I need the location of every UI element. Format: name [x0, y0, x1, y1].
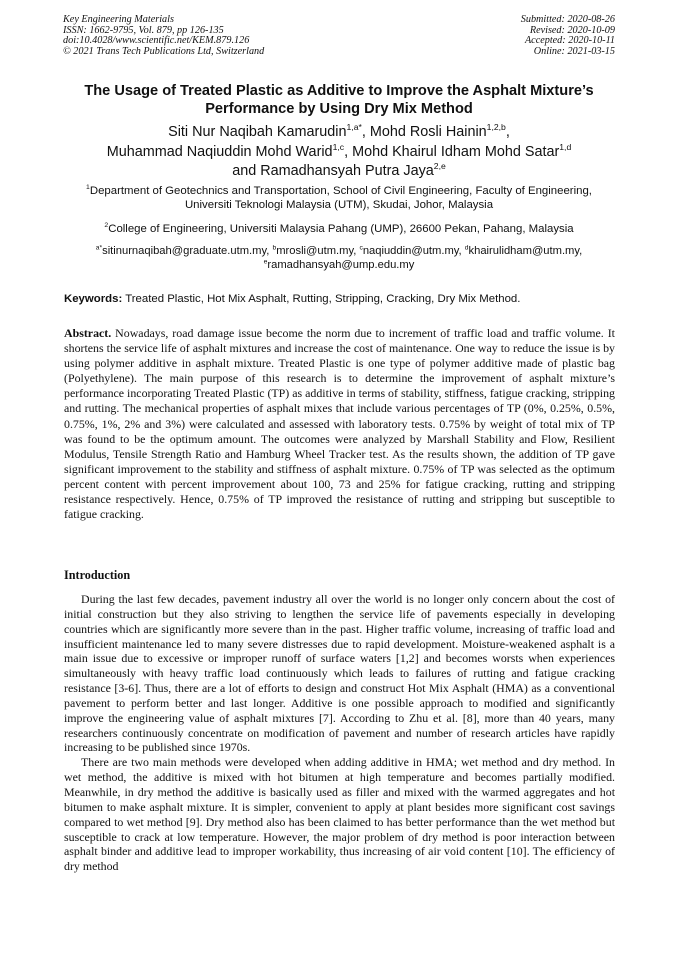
- author: and Ramadhansyah Putra Jaya$^{2,e}$: [232, 161, 446, 179]
- paper-title: The Usage of Treated Plastic as Additive to Improve the Asphalt Mixture’s Performance by Using Dry Mix Method: [84, 83, 594, 117]
- submitted-date: Submitted: 2020-08-26: [520, 14, 615, 25]
- affiliation-2: $^2$College of Engineering, Universiti Malaysia Pahang (UMP), 26600 Pekan, Pahang, Malaysia: [104, 222, 574, 235]
- revised-date: Revised: 2020-10-09: [529, 24, 615, 36]
- author: Mohd Rosli Hainin$^{1,2,b}$,: [369, 122, 510, 140]
- author: Mohd Khairul Idham Mohd Satar$^{1,d}$: [352, 141, 572, 160]
- author-emails: $^{a*}$sitinurnaqibah@graduate.utm.my, $^b$mrosli@utm.my, $^c$naqiuddin@utm.my, $^d$khairulidham@utm.my, $^e$ramadhansyah@ump.edu.my: [95, 244, 583, 271]
- abstract-label: Abstract.: [64, 326, 112, 340]
- keywords-label: Keywords:: [64, 293, 123, 305]
- issn-line: ISSN: 1662-9795, Vol. 879, pp 126-135: [63, 24, 224, 36]
- journal-name: Key Engineering Materials: [63, 14, 174, 25]
- paragraph: There are two main methods were developed when adding additive in HMA; wet method and dry method. In wet method, the additive is mixed with hot bitumen at high temperature and becomes partially modified. Meanwhile, in dry method the additive is basically used as filler and mixed with the warmed aggregates and hot bitumen to make asphalt mixture. It is simpler, convenient to apply at plant besides more significant cost savings compared to wet method [9]. Dry method also has been claimed to has better performance than the wet method but susceptible to crack at low temperature. However, the major problem of dry method is poor interaction between asphalt binder and additive lead to improper workability, thus increasing of air void content [10]. The efficiency of dry method: [64, 755, 615, 874]
- author: Siti Nur Naqibah Kamarudin$^{1,a*}$,: [168, 122, 370, 140]
- abstract: [64, 326, 615, 522]
- journal-info: [63, 15, 264, 57]
- keywords: [64, 292, 616, 306]
- affiliation-1: $^1$Department of Geotechnics and Transportation, School of Civil Engineering, Faculty of Engineering, Universiti Teknologi Malaysia (UTM), Skudai, Johor, Malaysia: [86, 184, 592, 212]
- doi-line: doi:10.4028/www.scientific.net/KEM.879.126: [63, 35, 250, 47]
- keywords-text: Treated Plastic, Hot Mix Asphalt, Rutting, Stripping, Cracking, Dry Mix Method.: [122, 293, 521, 305]
- copyright-line: © 2021 Trans Tech Publications Ltd, Switzerland: [63, 45, 265, 57]
- author-list: [60, 123, 618, 182]
- section-heading: Introduction: [64, 568, 131, 582]
- online-date: Online: 2021-03-15: [533, 45, 615, 57]
- submission-dates: [521, 15, 615, 57]
- accepted-date: Accepted: 2020-10-11: [524, 35, 615, 47]
- author: Muhammad Naqiuddin Mohd Warid$^{1,c}$,: [106, 141, 353, 160]
- paragraph: During the last few decades, pavement industry all over the world is no longer only concern about the cost of initial construction but they also striving to lengthen the service life of pavements especially in developing countries which are significantly more severe than in the past. Higher traffic volume, increasing of traffic load and insufficient maintenance led to many severe distresses due to rapid development. Moisture-weakened asphalt is a main issue due to excessive or improper runoff of surface waters [1,2] and becomes worsts when experiences simultaneously with heavy traffic load continuously which leads to failures of rutting and fatigue cracking resistance [3-6]. Thus, there are a lot of efforts to design and construct Hot Mix Asphalt (HMA) as a conventional pavement to perform better and last longer. Additive is one possible approach to modified and significantly improve the engineering value of asphalt mixtures [7]. According to Zhu et al. [8], more than 40 years, many researchers continuously concentrate on modification of pavement and number of research articles have rapidly increasing to be published since 1970s.: [64, 592, 615, 755]
- introduction-body: [64, 592, 615, 874]
- abstract-text: Nowadays, road damage issue become the norm due to increment of traffic load and traffic volume. It shortens the service life of asphalt mixtures and increase the cost of maintenance. One way to reduce the issue is by using polymer additive in asphalt mixture. Treated Plastic is one type of polymer additive made of plastic bag (Polyethylene). The main purpose of this research is to determine the improvement of asphalt mixture’s performance incorporating Treated Plastic (TP) as additive in terms of stability, stiffness, fatigue cracking, stripping and rutting. The mechanical properties of asphalt mixes that include various percentages of TP (0%, 0.25%, 0.5%, 0.75%, 1%, 2% and 3%) were calculated and assessed with laboratory tests. 0.75% by weight of total mix of TP was found to be the optimum amount. The outcomes were analyzed by Marshall Stability and Flow, Resilient Modulus, Tensile Strength Ratio and Hamburg Wheel Tracker test. As the results shown, the addition of TP gave significant improvement to the stability and stiffness of asphalt mixture. 0.75% of TP was selected as the optimum percent content with percent improvement about 100, 73 and 25% for fatigue cracking, rutting and stripping resistance respectively. Hence, 0.75% of TP improved the resistance of rutting and stripping but susceptible to fatigue cracking.: [64, 326, 615, 522]
